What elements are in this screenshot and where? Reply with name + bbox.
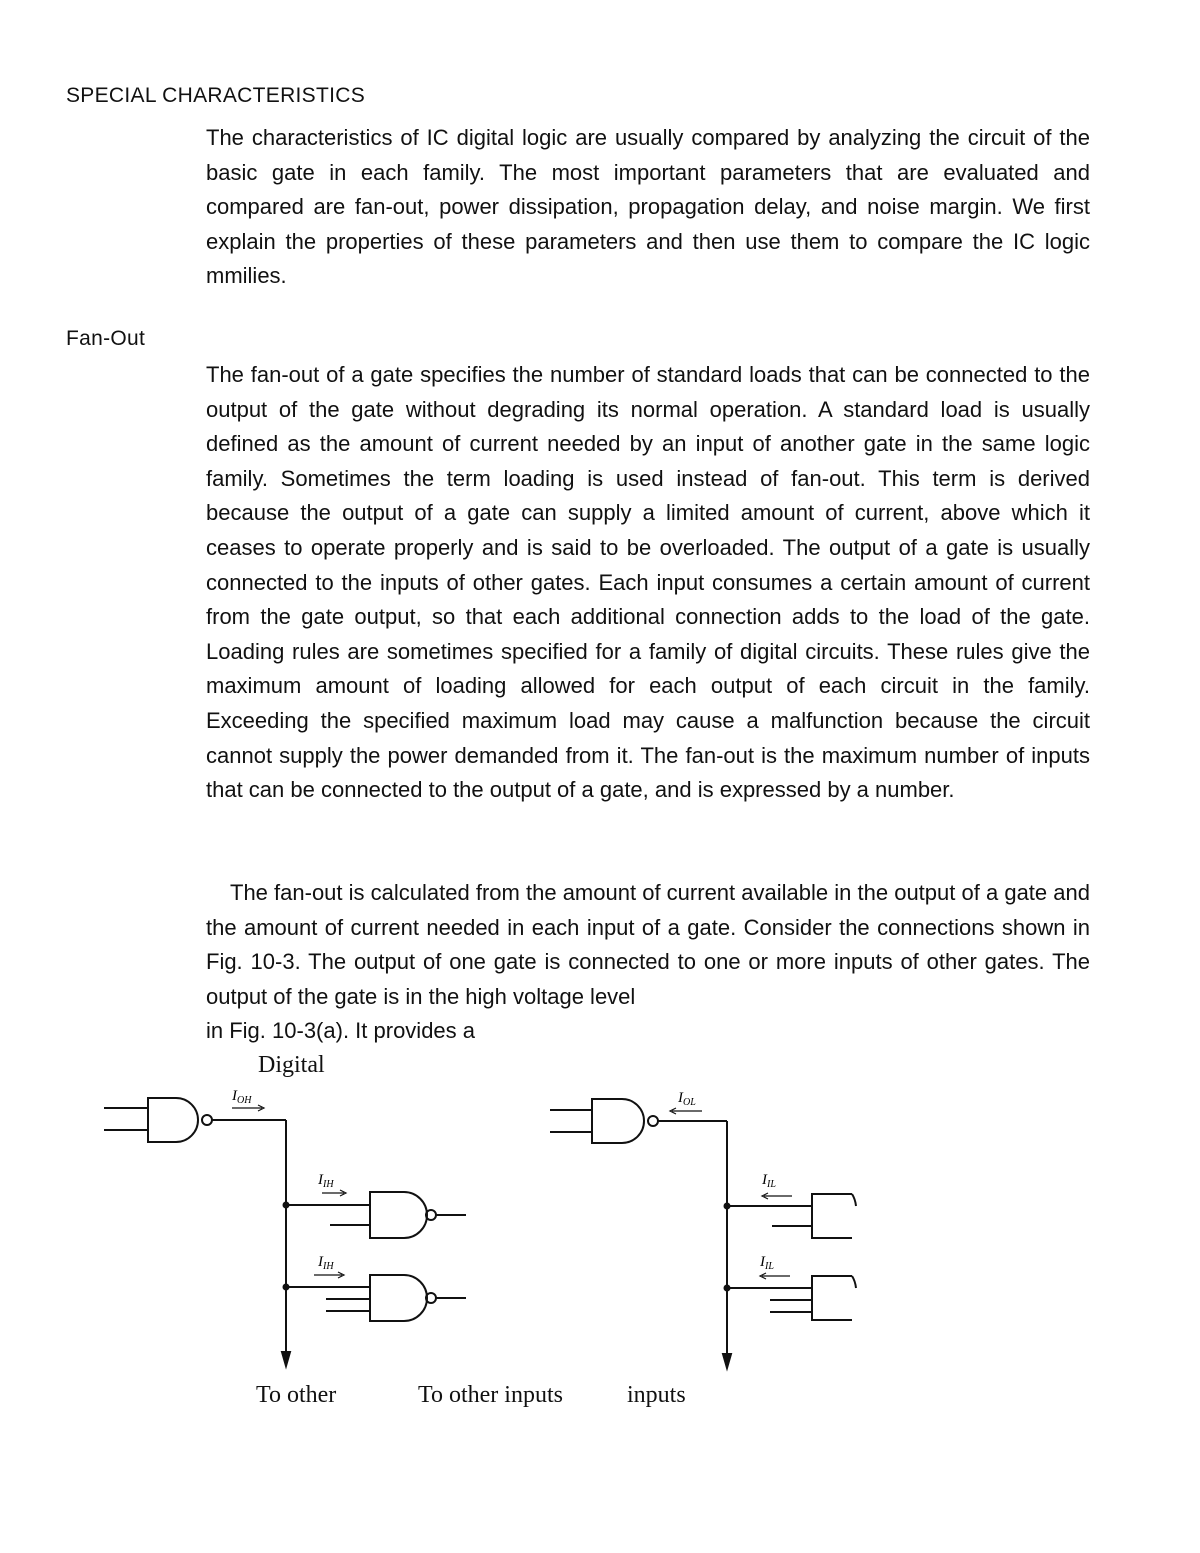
load-nand-gate-2-high — [286, 1275, 466, 1321]
caption-inputs: inputs — [627, 1382, 686, 1408]
arrow-down-icon — [282, 1352, 290, 1366]
label-iih-2: $I_{IH}$ — [318, 1254, 334, 1272]
figure-label-digital: Digital — [258, 1052, 325, 1078]
paragraph-fan-out-definition: The fan-out of a gate specifies the number of standard loads that can be connected to the output of the gate without degrading its normal operation. A standard load is usually defined as the amount of current needed by an input of another gate in the same logic family. Sometimes the term loading is used instead of fan-out. This term is derived because the output of a gate can supply a limited amount of current, above which it ceases to operate properly and is said to be overloaded. The output of a gate is usually connected to the inputs of other gates. Each input consumes a certain amount of current from the gate output, so that each additional connection adds to the load of the gate. Loading rules are sometimes specified for a family of digital circuits. These rules give the maximum amount of loading allowed for each output of each circuit in the family. Exceeding the specified maximum load may cause a malfunction because the circuit cannot supply the power demanded from it. The fan-out is the maximum number of inputs that can be connected to the output of a gate, and is expressed by a number. — [206, 362, 1090, 803]
label-iol: $I_{OL}$ — [678, 1090, 696, 1108]
paragraph-characteristics: The characteristics of IC digital logic are usually compared by analyzing the circuit of the basic gate in each family. The most important parameters that are evaluated and compared are fan-out, power dissipation, propagation delay, and noise margin. We first explain the properties of these parameters and then use them to compare the IC logic mmilies. — [206, 125, 1090, 289]
section-heading-fan-out: Fan-Out — [66, 327, 146, 350]
paragraph-fan-out-calculation-end: in Fig. 10-3(a). It provides a — [206, 1018, 476, 1043]
fan-out-figure — [0, 1080, 1200, 1380]
arrow-down-icon — [723, 1354, 731, 1368]
driving-nand-gate-low — [550, 1099, 658, 1143]
driving-nand-gate-high — [104, 1098, 212, 1142]
caption-to-other-inputs: To other inputs — [418, 1382, 563, 1408]
label-iil-1: $I_{IL}$ — [762, 1172, 776, 1190]
section-heading-special-characteristics: SPECIAL CHARACTERISTICS — [66, 84, 366, 107]
load-nand-gate-1-high — [286, 1192, 466, 1238]
load-and-gate-1-low — [727, 1194, 856, 1238]
label-iih-1: $I_{IH}$ — [318, 1172, 334, 1190]
label-ioh: $I_{OH}$ — [232, 1088, 252, 1106]
label-iil-2: $I_{IL}$ — [760, 1254, 774, 1272]
load-and-gate-2-low — [727, 1276, 856, 1320]
paragraph-fan-out-calculation: The fan-out is calculated from the amount of current available in the output of a gate and the amount of current needed in each input of a gate. Consider the connections shown in Fig. 10-3. The output of one gate is connected to one or more inputs of other gates. The output of the gate is in the high voltage level — [206, 880, 1090, 1009]
caption-to-other: To other — [256, 1382, 337, 1408]
